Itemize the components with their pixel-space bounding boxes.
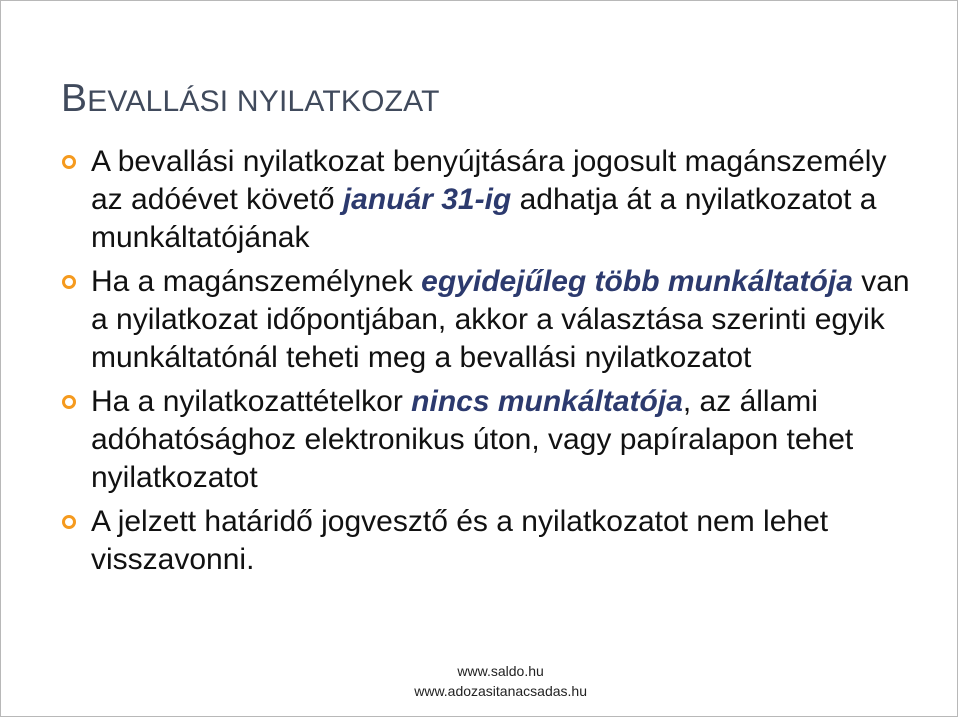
footer (414, 661, 587, 701)
bullet-highlight: nincs munkáltatója (411, 385, 683, 418)
title-first-letter: B (61, 77, 88, 120)
bullet-text: Ha a nyilatkozattételkor (91, 385, 412, 418)
bullet-list (61, 143, 921, 585)
footer-link-adozasitanacsadas[interactable]: www.adozasitanacsadas.hu (414, 683, 587, 699)
bullet-highlight: január 31-ig (342, 183, 512, 216)
bullet-text: A bevallási nyilatkozat benyújtására jogosult magánszemély az adóévet követő (91, 145, 887, 216)
ring-bullet-icon (61, 514, 77, 530)
title-rest: EVALLÁSI NYILATKOZAT (87, 85, 440, 118)
bullet-item (61, 143, 921, 257)
bullet-highlight: egyidejűleg több munkáltatója (421, 265, 853, 298)
bullet-item (61, 263, 921, 377)
bullet-item (61, 503, 921, 579)
bullet-text-end: van a nyilatkozat időpontjában, akkor a választása szerinti egyik munkáltatónál teheti meg a bevallási nyilatkozatot (91, 265, 910, 374)
bullet-text: Ha a magánszemélynek (91, 265, 422, 298)
slide-title (61, 77, 440, 121)
ring-bullet-icon (61, 154, 77, 170)
bullet-text: A jelzett határidő jogvesztő és a nyilatkozatot nem lehet visszavonni. (91, 505, 829, 576)
bullet-text-end: adhatja át a nyilatkozatot a munkáltatójának (91, 183, 877, 254)
ring-bullet-icon (61, 274, 77, 290)
footer-link-saldo[interactable]: www.saldo.hu (457, 663, 544, 679)
bullet-item (61, 383, 921, 497)
bullet-text-end: , az állami adóhatósághoz elektronikus úton, vagy papíralapon tehet nyilatkozatot (91, 385, 854, 494)
ring-bullet-icon (61, 394, 77, 410)
